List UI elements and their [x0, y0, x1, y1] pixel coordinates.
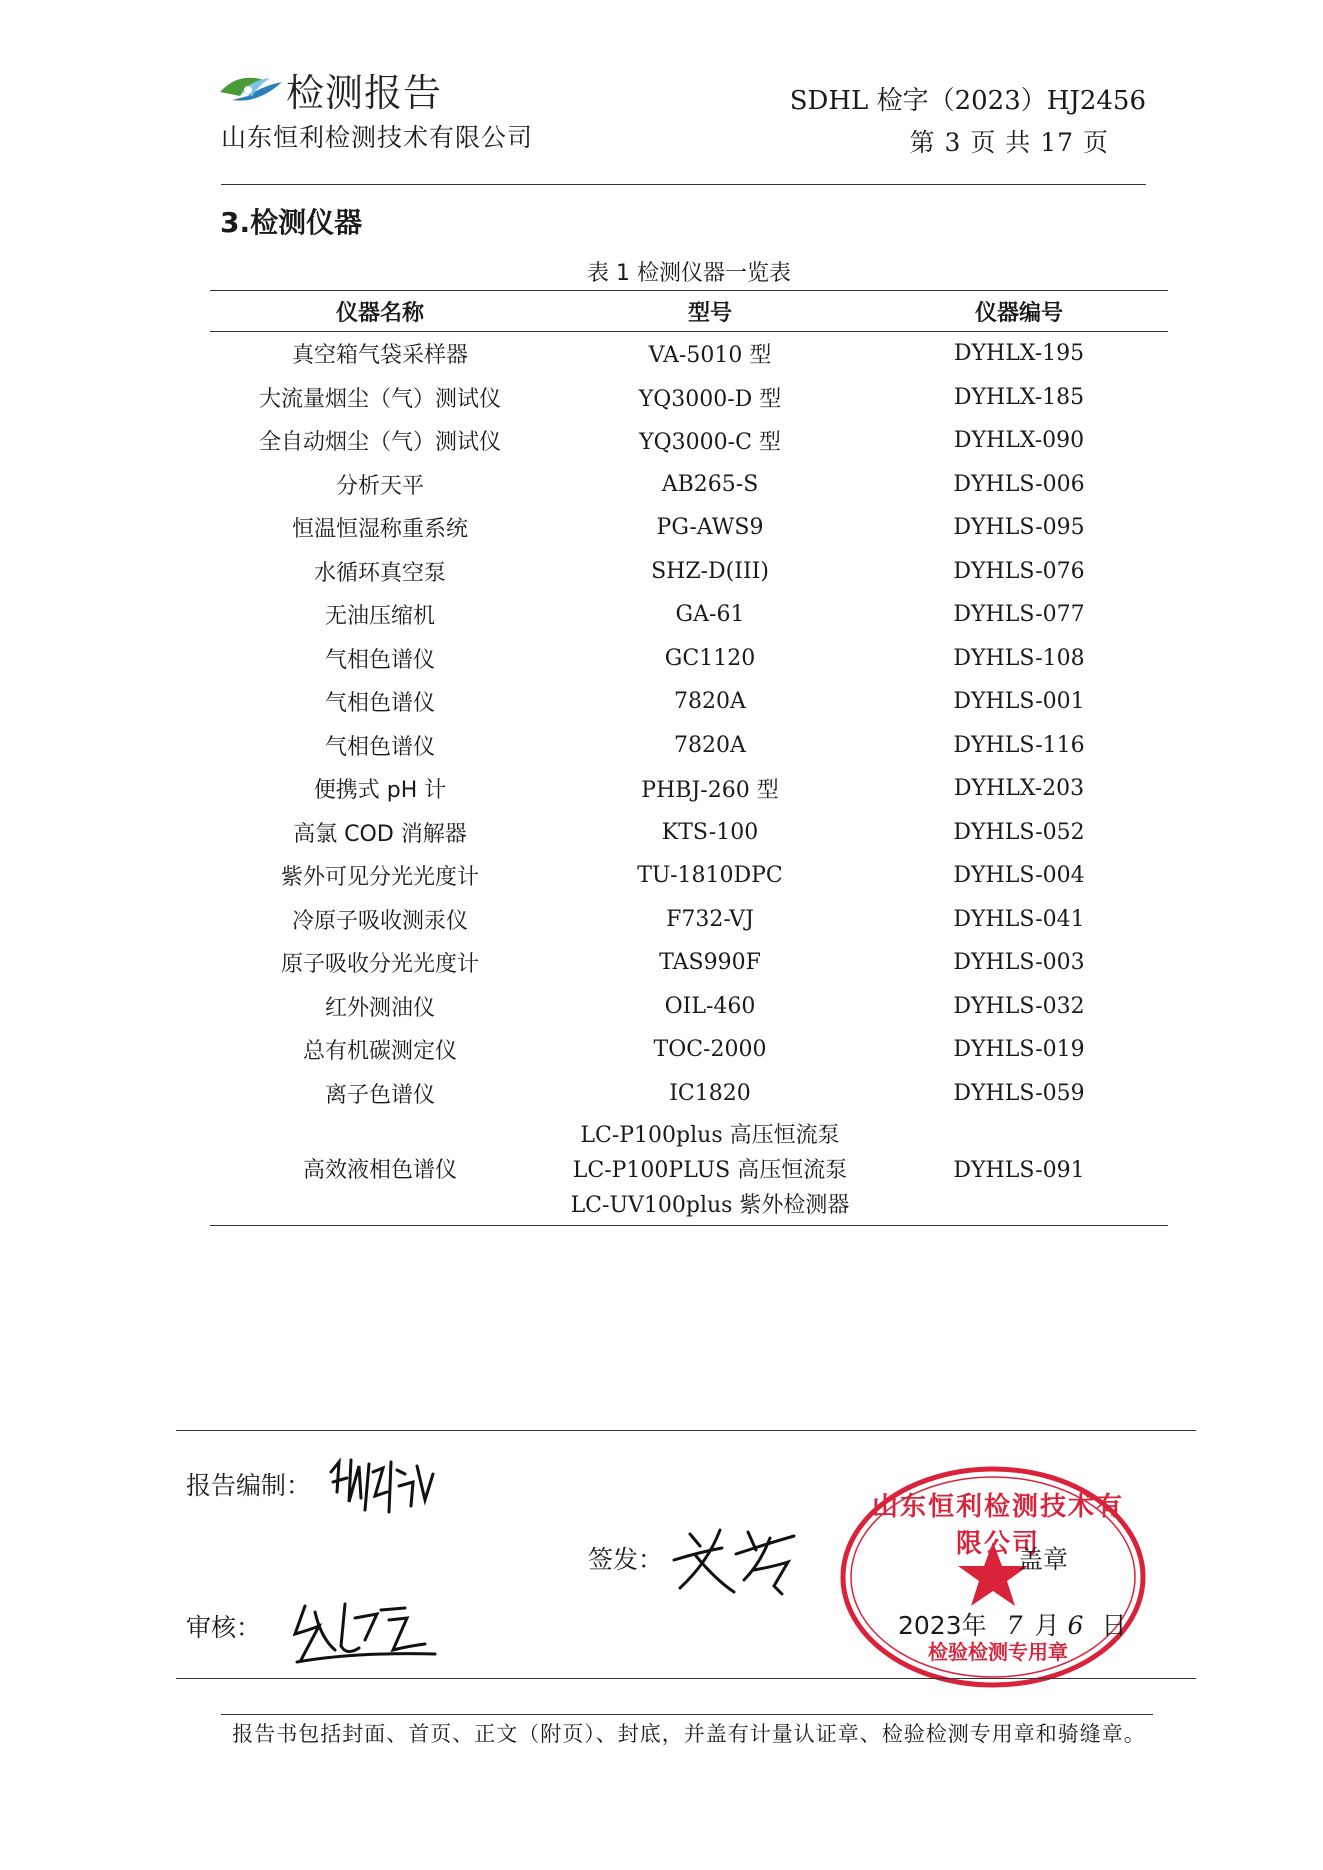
instrument-name-cell: 红外测油仪: [324, 995, 435, 1021]
document-number: SDHL 检字（2023）HJ2456: [789, 86, 1146, 116]
instrument-name-cell: 恒温恒湿称重系统: [291, 517, 468, 543]
instrument-name-cell: 无油压缩机: [324, 604, 435, 630]
date-day-unit: 日: [1101, 1611, 1127, 1640]
instrument-model-cell: [550, 767, 870, 811]
instrument-model-cell: [550, 1072, 870, 1116]
date-day: 6: [1067, 1611, 1084, 1640]
instrument-name-cell: 大流量烟尘（气）测试仪: [258, 386, 501, 412]
issue-date: [898, 1606, 1126, 1642]
instrument-model-cell: [550, 593, 870, 637]
instrument-code-cell: DYHLS-059: [953, 1080, 1085, 1106]
table-row: [210, 1072, 1168, 1116]
instrument-model-cell: [550, 463, 870, 507]
table-row: [210, 1028, 1168, 1072]
table-row: [210, 767, 1168, 811]
instrument-code-cell: DYHLS-052: [953, 819, 1085, 845]
model-line: 7820A: [674, 732, 746, 758]
model-line: TAS990F: [659, 950, 761, 976]
model-line: SHZ-D(III): [651, 558, 769, 584]
reviewer-signature: [285, 1590, 445, 1670]
signature-top-divider: [176, 1430, 1196, 1431]
instrument-code-cell: DYHLS-019: [953, 1037, 1085, 1063]
instrument-name-cell: 气相色谱仪: [324, 691, 435, 717]
column-header-code: 仪器编号: [870, 291, 1168, 332]
instrument-name-cell: 冷原子吸收测汞仪: [291, 908, 468, 934]
company-name: 山东恒利检测技术有限公司: [221, 123, 534, 152]
instrument-model-cell: [550, 419, 870, 463]
instrument-name-cell: 总有机碳测定仪: [302, 1039, 457, 1065]
page-info: 第 3 页 共 17 页: [909, 128, 1109, 157]
seal-text-arc: [868, 1486, 1128, 1560]
model-line: AB265-S: [661, 471, 759, 497]
instrument-model-cell: [550, 854, 870, 898]
seal-label: 盖章: [1018, 1545, 1069, 1574]
instrument-name-cell: 分析天平: [335, 473, 424, 499]
instrument-model-cell: [550, 941, 870, 985]
instrument-model-cell: [550, 332, 870, 376]
table-row: [210, 332, 1168, 376]
instrument-name-cell: 全自动烟尘（气）测试仪: [258, 430, 501, 456]
instrument-code-cell: DYHLX-185: [953, 384, 1085, 410]
model-line: YQ3000-C 型: [639, 430, 781, 456]
model-line: IC1820: [669, 1080, 751, 1106]
table-row: [210, 419, 1168, 463]
compiled-by-label: 报告编制：: [186, 1471, 312, 1500]
model-line: TU-1810DPC: [637, 863, 783, 889]
instrument-model-cell: [550, 506, 870, 550]
instrument-model-cell: [550, 811, 870, 855]
footnote-divider: [221, 1714, 1153, 1715]
instrument-model-cell: [550, 637, 870, 681]
table-row: [210, 593, 1168, 637]
seal-company-text: 山东恒利检测技术有限公司: [871, 1492, 1124, 1559]
model-line: PG-AWS9: [656, 515, 764, 541]
instrument-name-cell: 紫外可见分光光度计: [280, 865, 479, 891]
instrument-model-cell: [550, 724, 870, 768]
model-line: VA-5010 型: [648, 343, 772, 369]
header-divider: [221, 184, 1146, 185]
model-line: OIL-460: [664, 993, 756, 1019]
instrument-code-cell: DYHLS-001: [953, 689, 1085, 715]
instrument-model-cell: [550, 985, 870, 1029]
instrument-code-cell: DYHLS-004: [953, 863, 1085, 889]
seal-sub-text: 检验检测专用章: [928, 1640, 1068, 1664]
date-month: 7: [1006, 1611, 1023, 1640]
instrument-code-cell: DYHLS-003: [953, 950, 1085, 976]
model-line: YQ3000-D 型: [638, 386, 782, 412]
table-row: [210, 376, 1168, 420]
model-line: LC-P100PLUS 高压恒流泵: [572, 1157, 848, 1183]
instrument-code-cell: DYHLS-095: [953, 515, 1085, 541]
company-logo-icon: [218, 70, 284, 104]
reviewer-label: 审核：: [186, 1613, 262, 1642]
instrument-code-cell: DYHLX-203: [953, 776, 1085, 802]
model-line: KTS-100: [661, 819, 759, 845]
table-row: [210, 506, 1168, 550]
instrument-code-cell: DYHLX-195: [953, 341, 1085, 367]
table-row: [210, 637, 1168, 681]
table-row: [210, 463, 1168, 507]
date-month-unit: 月: [1034, 1611, 1060, 1640]
model-line: LC-P100plus 高压恒流泵: [580, 1122, 840, 1148]
table-row: [210, 550, 1168, 594]
instrument-code-cell: DYHLX-090: [953, 428, 1085, 454]
instrument-model-cell: [550, 1028, 870, 1072]
instrument-code-cell: DYHLS-041: [953, 906, 1085, 932]
instrument-model-cell: [550, 376, 870, 420]
signature-bottom-divider: [176, 1678, 1196, 1679]
instrument-name-cell: 高氯 COD 消解器: [293, 821, 467, 847]
instrument-code-cell: DYHLS-006: [953, 471, 1085, 497]
instrument-code-cell: DYHLS-032: [953, 993, 1085, 1019]
instrument-name-cell: 原子吸收分光光度计: [280, 952, 479, 978]
column-header-model: 型号: [550, 291, 870, 332]
table-row: [210, 985, 1168, 1029]
section-title: 3.检测仪器: [220, 206, 363, 239]
instrument-name-cell: 离子色谱仪: [324, 1082, 435, 1108]
issued-by-label: 签发：: [588, 1545, 664, 1574]
instrument-code-cell: DYHLS-091: [870, 1115, 1168, 1226]
model-line: PHBJ-260 型: [641, 778, 779, 804]
instrument-model-cell: [550, 550, 870, 594]
instrument-code-cell: DYHLS-076: [953, 558, 1085, 584]
logo-title: 检测报告: [286, 71, 443, 115]
table-row: [210, 854, 1168, 898]
instrument-name-cell: 水循环真空泵: [313, 560, 446, 586]
instrument-model-cell: [550, 898, 870, 942]
model-line: 7820A: [674, 689, 746, 715]
date-year: 2023年: [898, 1611, 987, 1640]
table-row: [210, 1115, 1168, 1226]
instrument-name-cell: 气相色谱仪: [324, 647, 435, 673]
instrument-name-cell: 便携式 pH 计: [313, 778, 447, 804]
model-line: LC-UV100plus 紫外检测器: [570, 1192, 850, 1218]
table-row: [210, 898, 1168, 942]
model-line: TOC-2000: [653, 1037, 767, 1063]
instrument-table: [210, 290, 1168, 1226]
table-header-row: [210, 291, 1168, 332]
issuer-signature: [670, 1522, 810, 1602]
instrument-code-cell: DYHLS-116: [953, 732, 1085, 758]
footnote: 报告书包括封面、首页、正文（附页）、封底，并盖有计量认证章、检验检测专用章和骑缝章。: [232, 1722, 1146, 1746]
instrument-name-cell: 真空箱气袋采样器: [291, 343, 468, 369]
table-row: [210, 724, 1168, 768]
model-line: GC1120: [664, 645, 756, 671]
instrument-name-cell: 高效液相色谱仪: [210, 1115, 550, 1226]
compiler-signature: [325, 1452, 445, 1522]
model-line: F732-VJ: [666, 906, 754, 932]
model-line: GA-61: [675, 602, 745, 628]
table-row: [210, 811, 1168, 855]
instrument-model-cell: [550, 1115, 870, 1226]
table-row: [210, 680, 1168, 724]
column-header-name: 仪器名称: [210, 291, 550, 332]
instrument-code-cell: DYHLS-077: [953, 602, 1085, 628]
table-caption: 表 1 检测仪器一览表: [587, 261, 791, 286]
instrument-model-cell: [550, 680, 870, 724]
instrument-name-cell: 气相色谱仪: [324, 734, 435, 760]
table-row: [210, 941, 1168, 985]
instrument-code-cell: DYHLS-108: [953, 645, 1085, 671]
